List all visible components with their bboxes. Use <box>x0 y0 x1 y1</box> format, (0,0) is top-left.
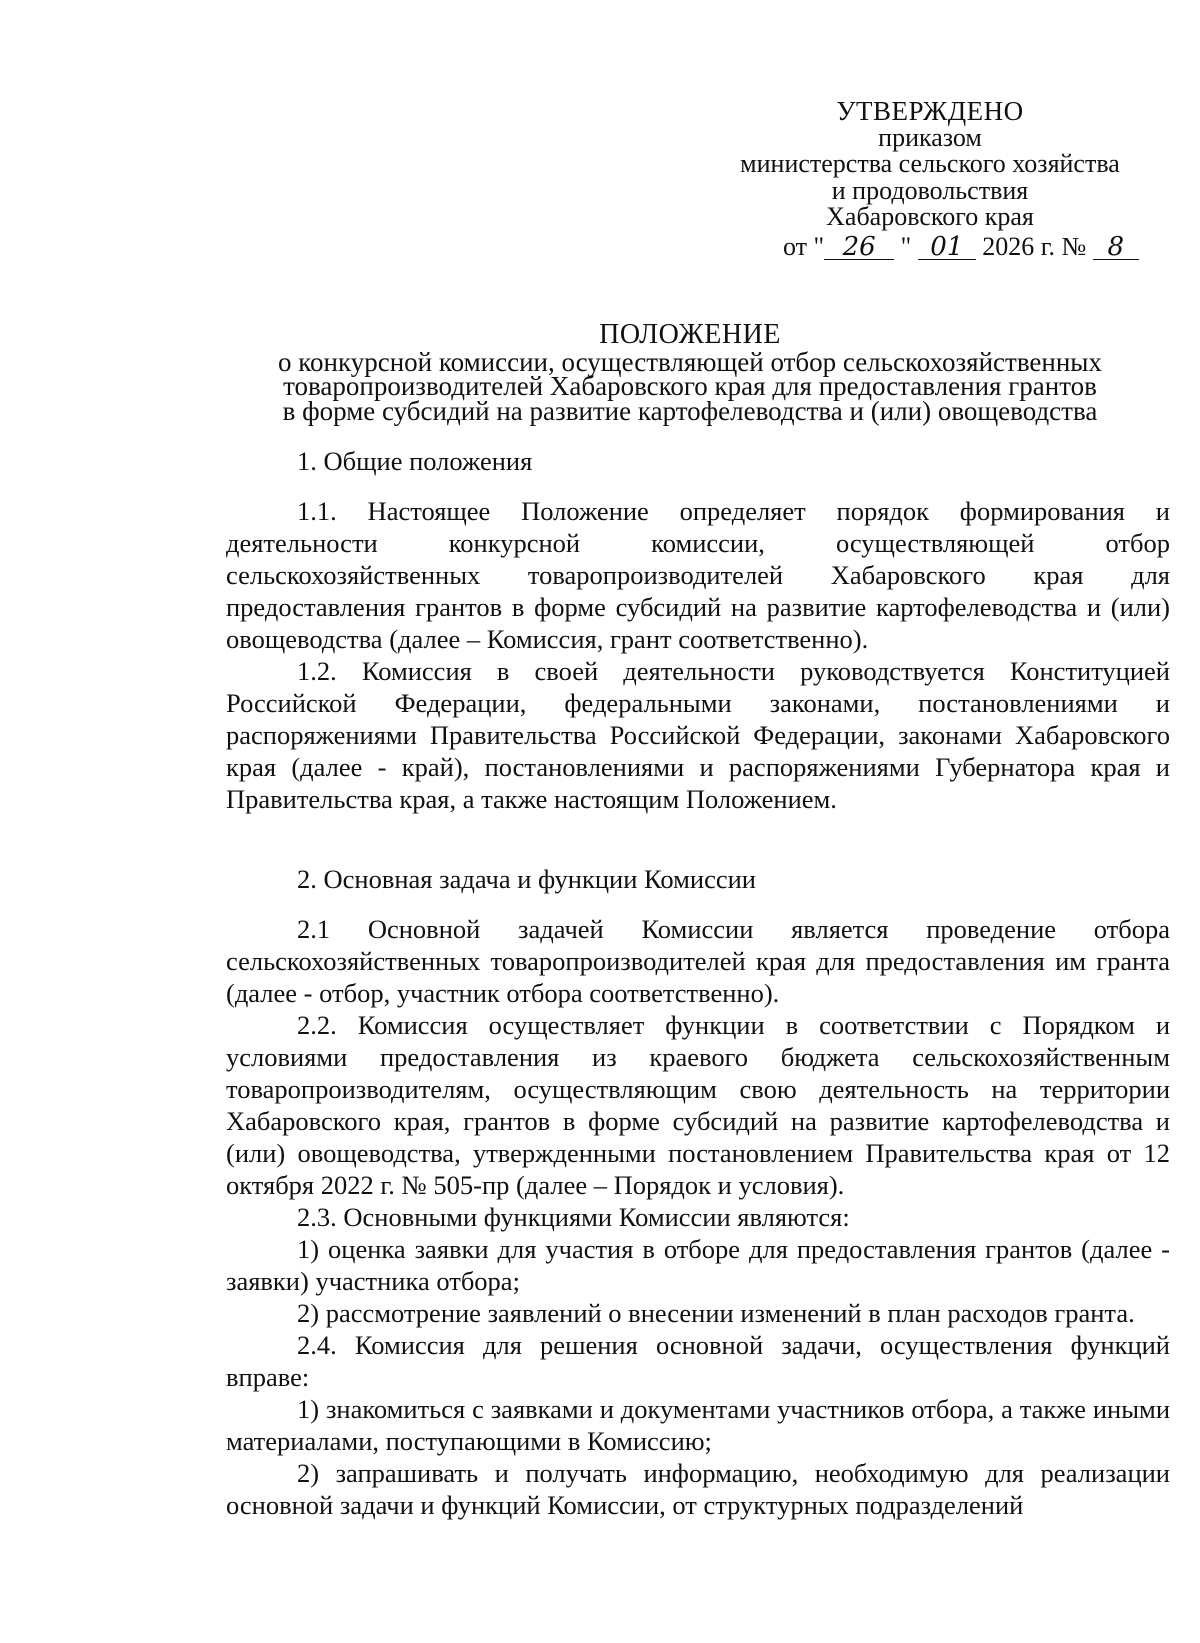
paragraph: 1.1. Настоящее Положение определяет порядок формирования и деятельности конкурсной комиссии, осуществляющей отбор сельскохозяйственных товаропроизводителей Хабаровского края для предоставления грантов в форме субсидий на развитие картофелеводства и (или) овощеводства (далее – Комиссия, грант соответственно). <box>226 496 1170 654</box>
section-heading: 1. Общие положения <box>297 446 533 476</box>
list-item: 2) рассмотрение заявлений о внесении изменений в план расходов гранта. <box>297 1298 1135 1328</box>
date-quote: " <box>894 232 918 261</box>
document-subtitle-line: товаропроизводителей Хабаровского края для предоставления грантов <box>283 371 1097 401</box>
document-body <box>226 445 1170 1521</box>
approval-line: и продовольствия <box>831 175 1029 205</box>
date-year-number-label: 2026 г. № <box>982 232 1087 261</box>
paragraph: 2.1 Основной задачей Комиссии является проведение отбора сельскохозяйственных товаропроизводителей края для предоставления им гранта (далее - отбор, участник отбора соответственно). <box>226 914 1170 1008</box>
approval-line: Хабаровского края <box>826 202 1034 231</box>
approval-heading: УТВЕРЖДЕНО <box>836 96 1024 126</box>
approval-line: министерства сельского хозяйства <box>740 149 1120 178</box>
handwritten-day: 26 <box>824 235 894 260</box>
paragraph: 2.2. Комиссия осуществляет функции в соответствии с Порядком и условиями предоставления из краевого бюджета сельскохозяйственным товаропроизводителям, осуществляющим свою деятельность на территории Хабаровского края, грантов в форме субсидий на развитие картофелеводства и (или) овощеводства, утвержденными постановлением Правительства края от 12 октября 2022 г. № 505-пр (далее – Порядок и условия). <box>226 1010 1170 1200</box>
approval-block <box>690 98 1170 231</box>
paragraph: 1.2. Комиссия в своей деятельности руководствуется Конституцией Российской Федерации, федеральными законами, постановлениями и распоряжениями Правительства Российской Федерации, законами Хабаровского края (далее - край), постановлениями и распоряжениями Губернатора края и Правительства края, а также настоящим Положением. <box>226 656 1170 814</box>
handwritten-order-number: 8 <box>1093 235 1139 260</box>
list-item: 2) запрашивать и получать информацию, необходимую для реализации основной задачи и функций Комиссии, от структурных подразделений <box>226 1458 1170 1520</box>
approval-line: приказом <box>878 122 982 152</box>
document-subtitle-line: в форме субсидий на развитие картофелеводства и (или) овощеводства <box>282 395 1098 426</box>
list-item: 1) знакомиться с заявками и документами участников отбора, а также иными материалами, поступающими в Комиссию; <box>226 1394 1170 1456</box>
list-item: 1) оценка заявки для участия в отборе для предоставления грантов (далее - заявки) участника отбора; <box>226 1234 1170 1296</box>
document-title: ПОЛОЖЕНИЕ <box>599 319 781 350</box>
document-subtitle-line: о конкурсной комиссии, осуществляющей отбор сельскохозяйственных <box>278 346 1102 377</box>
paragraph: 2.3. Основными функциями Комиссии являются: <box>297 1202 850 1232</box>
date-prefix: от " <box>783 232 825 261</box>
document-title-block <box>220 319 1160 426</box>
approval-date-line <box>783 232 1139 262</box>
section-heading: 2. Основная задача и функции Комиссии <box>297 864 756 894</box>
handwritten-month: 01 <box>918 235 976 260</box>
paragraph: 2.4. Комиссия для решения основной задачи, осуществления функций вправе: <box>226 1330 1170 1392</box>
